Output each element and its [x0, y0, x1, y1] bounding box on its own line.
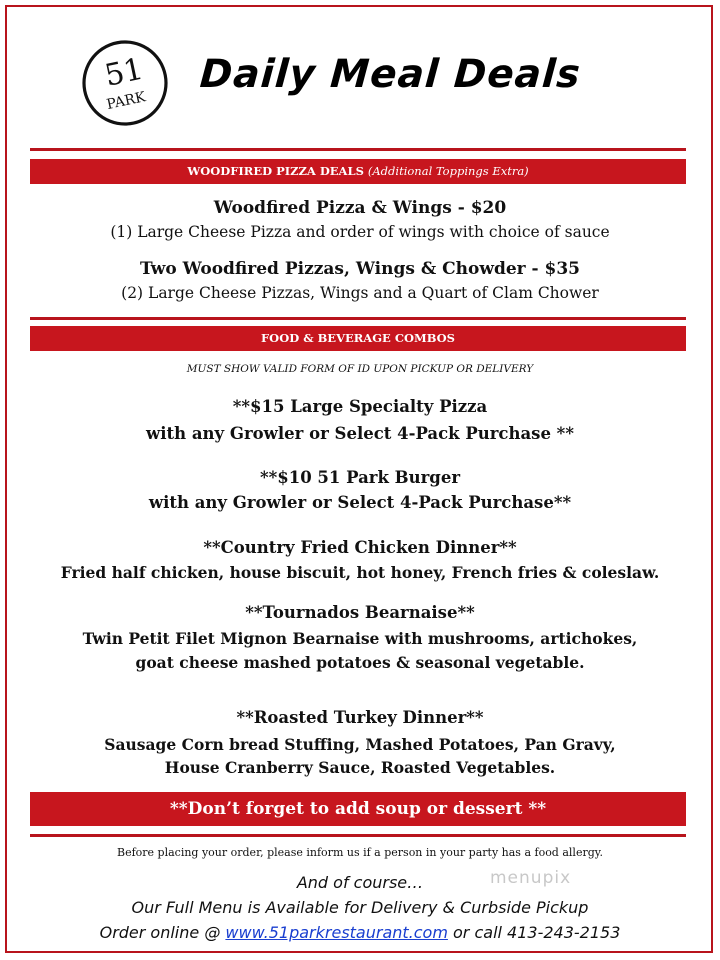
id-notice: MUST SHOW VALID FORM OF ID UPON PICKUP OR DELIVERY [186, 363, 534, 375]
logo-text: PARK [105, 89, 148, 113]
footer-order-line [0, 923, 720, 942]
deal-description: (2) Large Cheese Pizzas, Wings and a Quart of Clam Chower [121, 284, 599, 302]
divider-rule [30, 317, 686, 320]
dinner-description: goat cheese mashed potatoes & seasonal vegetable. [135, 653, 585, 672]
logo-number: 51 [101, 51, 147, 94]
footer-menu-availability: Our Full Menu is Available for Delivery & Curbside Pickup [131, 898, 589, 917]
deal-description: (1) Large Cheese Pizza and order of wings with choice of sauce [110, 223, 610, 241]
page-title: Daily Meal Deals [198, 52, 583, 97]
pizza-band-note: (Additional Toppings Extra) [367, 164, 529, 178]
website-link[interactable]: www.51parkrestaurant.com [225, 923, 448, 942]
divider-rule [30, 834, 686, 837]
pizza-deals-band [30, 159, 686, 184]
dinner-title: **Tournados Bearnaise** [245, 603, 475, 622]
divider-rule [30, 148, 686, 151]
order-phone: or call 413-243-2153 [447, 923, 621, 942]
footer-intro: And of course… [296, 873, 424, 892]
51-park-logo [80, 38, 170, 128]
order-prefix: Order online @ [99, 923, 226, 942]
combos-band-label: FOOD & BEVERAGE COMBOS [261, 331, 455, 345]
dinner-description: House Cranberry Sauce, Roasted Vegetables. [164, 758, 556, 777]
allergy-notice: Before placing your order, please inform us if a person in your party has a food allergy. [116, 846, 604, 859]
pizza-band-label: WOODFIRED PIZZA DEALS [187, 164, 364, 178]
dinner-description: Sausage Corn bread Stuffing, Mashed Potatoes, Pan Gravy, [104, 735, 616, 754]
combo-line: **$10 51 Park Burger [259, 468, 461, 487]
dinner-title: **Roasted Turkey Dinner** [236, 708, 484, 727]
deal-title: Two Woodfired Pizzas, Wings & Chowder - $35 [139, 259, 580, 279]
dinner-description: Fried half chicken, house biscuit, hot honey, French fries & coleslaw. [60, 563, 660, 582]
dinner-description: Twin Petit Filet Mignon Bearnaise with mushrooms, artichokes, [82, 629, 638, 648]
combo-line: with any Growler or Select 4-Pack Purchase** [148, 493, 572, 512]
combo-line: **$15 Large Specialty Pizza [232, 397, 488, 416]
soup-dessert-reminder: **Don’t forget to add soup or dessert ** [30, 792, 686, 826]
combo-line: with any Growler or Select 4-Pack Purchase ** [146, 424, 574, 443]
dinner-title: **Country Fried Chicken Dinner** [203, 538, 517, 557]
menupix-watermark: menupix [490, 868, 572, 888]
combos-band [30, 326, 686, 351]
deal-title: Woodfired Pizza & Wings - $20 [213, 198, 507, 218]
